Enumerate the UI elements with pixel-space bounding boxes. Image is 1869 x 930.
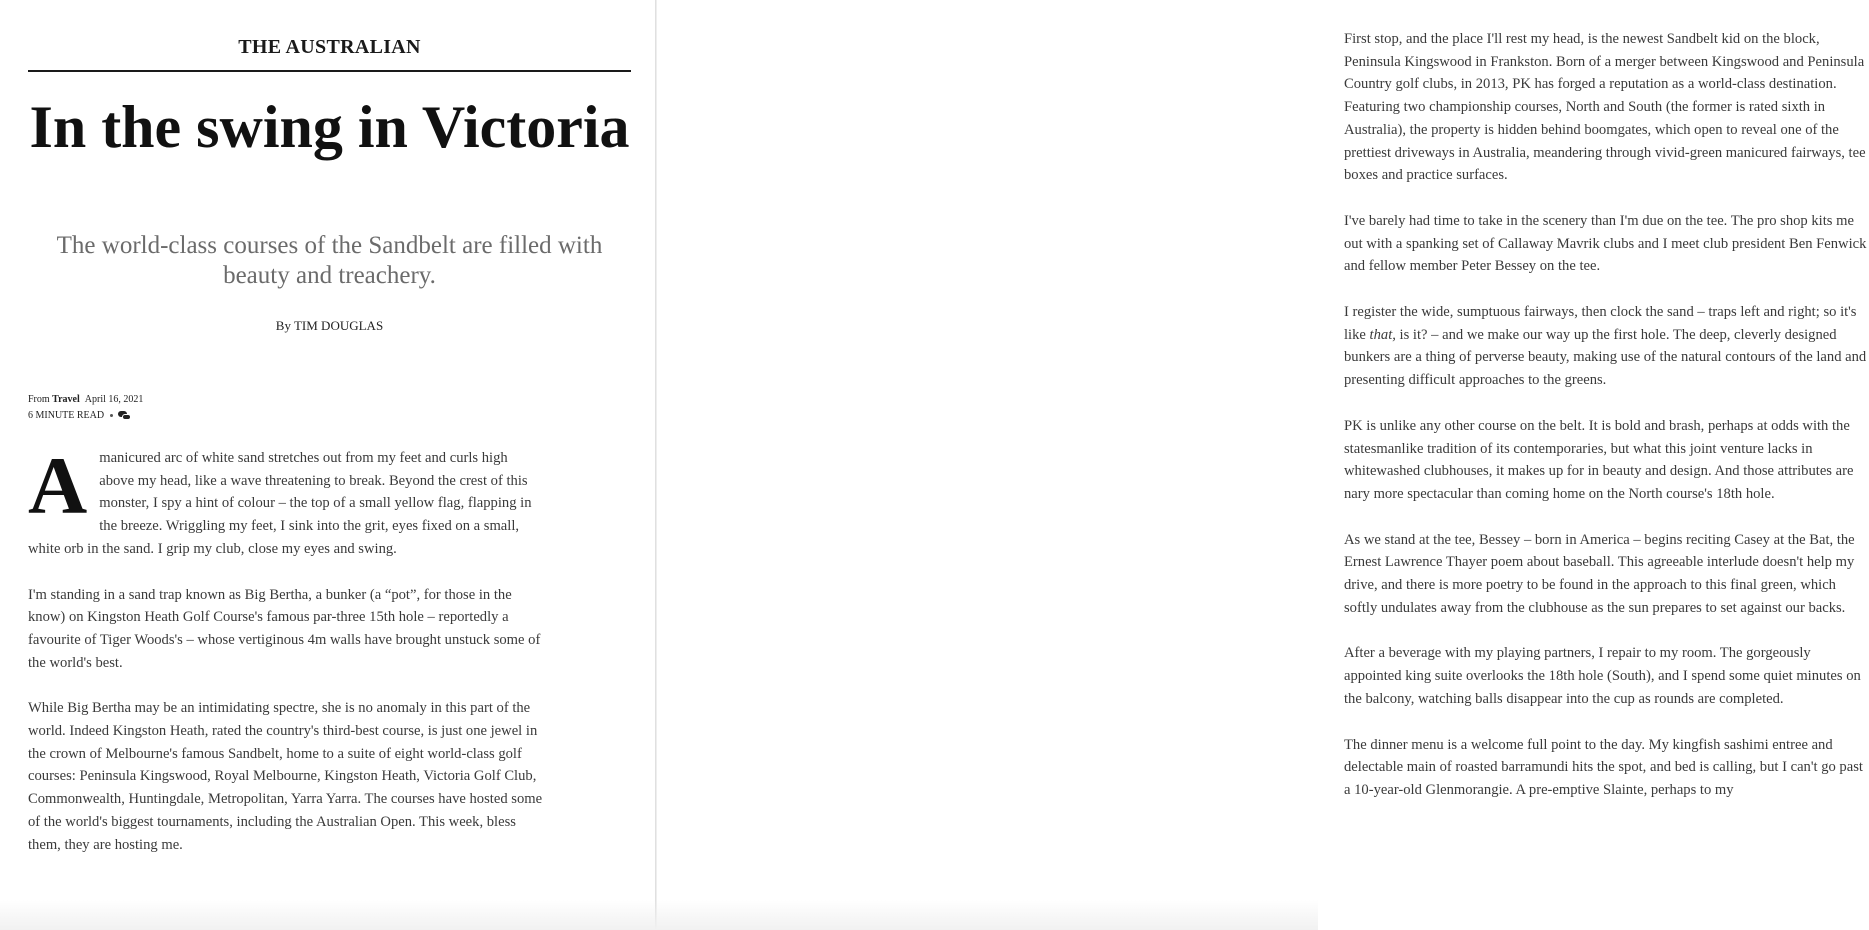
paragraph-text: is it? – and we make our way up the first hole. The deep, cleverly designed bunkers are a thing of perverse beauty, making use of the natural contours of the land and presenting difficult approaches to the greens. (1344, 326, 1867, 389)
article-paragraph: The dinner menu is a welcome full point to the day. My kingfish sashimi entree and delectable main of roasted barramundi hits the spot, and bed is calling, but I can't go past a 10-year-old Glenmorangie. A pre-emptive Slainte, perhaps to my (1344, 736, 1863, 798)
article-body-right (1344, 28, 1869, 825)
article-paragraph: While Big Bertha may be an intimidating spectre, she is no anomaly in this part of the world. Indeed Kingston Heath, rated the country's third-best course, is just one jewel in the crown of Melbourne's famous Sandbelt, home to a suite of eight world-class golf courses: Peninsula Kingswood, Royal Melbourne, Kingston Heath, Victoria Golf Club, Commonwealth, Huntingdale, Metropolitan, Yarra Yarra. The courses have hosted some of the world's biggest tournaments, including the Australian Open. This week, bless them, they are hosting me. (28, 700, 543, 853)
masthead: THE AUSTRALIAN (238, 36, 421, 58)
article-paragraph (1344, 301, 1869, 392)
meta-read-time: 6 MINUTE READ (28, 410, 105, 421)
article-paragraph: As we stand at the tee, Bessey – born in America – begins reciting Casey at the Bat, the Ernest Lawrence Thayer poem about baseball. This agreeable interlude doesn't help my drive, and there is more poetry to be found in the approach to this final green, which softly undulates away from the clubhouse as the sun prepares to set against our backs. (1344, 531, 1855, 616)
article-meta (28, 392, 143, 424)
article-paragraph: I've barely had time to take in the scenery than I'm due on the tee. The pro shop kits me out with a spanking set of Callaway Mavrik clubs and I meet club president Ben Fenwick and fellow member Peter Bessey on the tee. (1344, 212, 1867, 275)
left-page (0, 0, 656, 930)
comments-icon[interactable] (118, 411, 131, 420)
meta-line-2 (28, 408, 143, 424)
article-body-left (28, 440, 546, 879)
first-paragraph-text: manicured arc of white sand stretches out from my feet and curls high above my head, like a wave threatening to break. Beyond the crest of this monster, I spy a hint of colour – the top of a small yellow flag, flapping in the breeze. Wriggling my feet, I sink into the grit, eyes fixed on a small, white orb in the sand. I grip my club, close my eyes and swing. (28, 450, 532, 557)
article-paragraph (28, 440, 546, 561)
meta-from: From (28, 394, 50, 405)
meta-section-link[interactable]: Travel (52, 394, 80, 405)
paragraph-text: I register the wide, sumptuous fairways, then clock the sand – traps left and right; so it's like (1344, 304, 1857, 343)
right-page (657, 0, 1867, 930)
standfirst: The world-class courses of the Sandbelt are filled with beauty and treachery. (56, 232, 603, 289)
article-paragraph: I'm standing in a sand trap known as Big Bertha, a bunker (a “pot”, for those in the know) on Kingston Heath Golf Course's famous par-three 15th hole – reportedly a favourite of Tiger Woods's – whose vertiginous 4m walls have brought unstuck some of the world's best. (28, 586, 541, 671)
article-paragraph: PK is unlike any other course on the belt. It is bold and brash, perhaps at odds with the statesmanlike tradition of its contemporaries, but what this joint venture lacks in whitewashed clubhouses, it makes up for in beauty and design. And those attributes are nary more spectacular than coming home on the North course's 18th hole. (1344, 417, 1854, 502)
emphasis-text: that, (1369, 326, 1396, 343)
byline: By TIM DOUGLAS (275, 318, 384, 333)
separator-dot-icon (110, 414, 113, 417)
meta-line-1 (28, 392, 143, 408)
headline: In the swing in Victoria (29, 94, 630, 160)
meta-date: April 16, 2021 (84, 394, 144, 405)
article-paragraph: First stop, and the place I'll rest my head, is the newest Sandbelt kid on the block, Peninsula Kingswood in Frankston. Born of a merger between Kingswood and Peninsula Country golf clubs, in 2013, PK has forged a reputation as a world-class destination. Featuring two championship courses, North and South (the former is rated sixth in Australia), the property is hidden behind boomgates, which open to reveal one of the prettiest driveways in Australia, meandering through vivid-green manicured fairways, tee boxes and practice surfaces. (1344, 31, 1866, 184)
drop-cap: A (28, 440, 88, 531)
article-paragraph: After a beverage with my playing partners, I repair to my room. The gorgeously appointed king suite overlooks the 18th hole (South), and I spend some quiet minutes on the balcony, watching balls disappear into the cup as rounds are completed. (1344, 645, 1861, 707)
masthead-rule (28, 70, 631, 72)
